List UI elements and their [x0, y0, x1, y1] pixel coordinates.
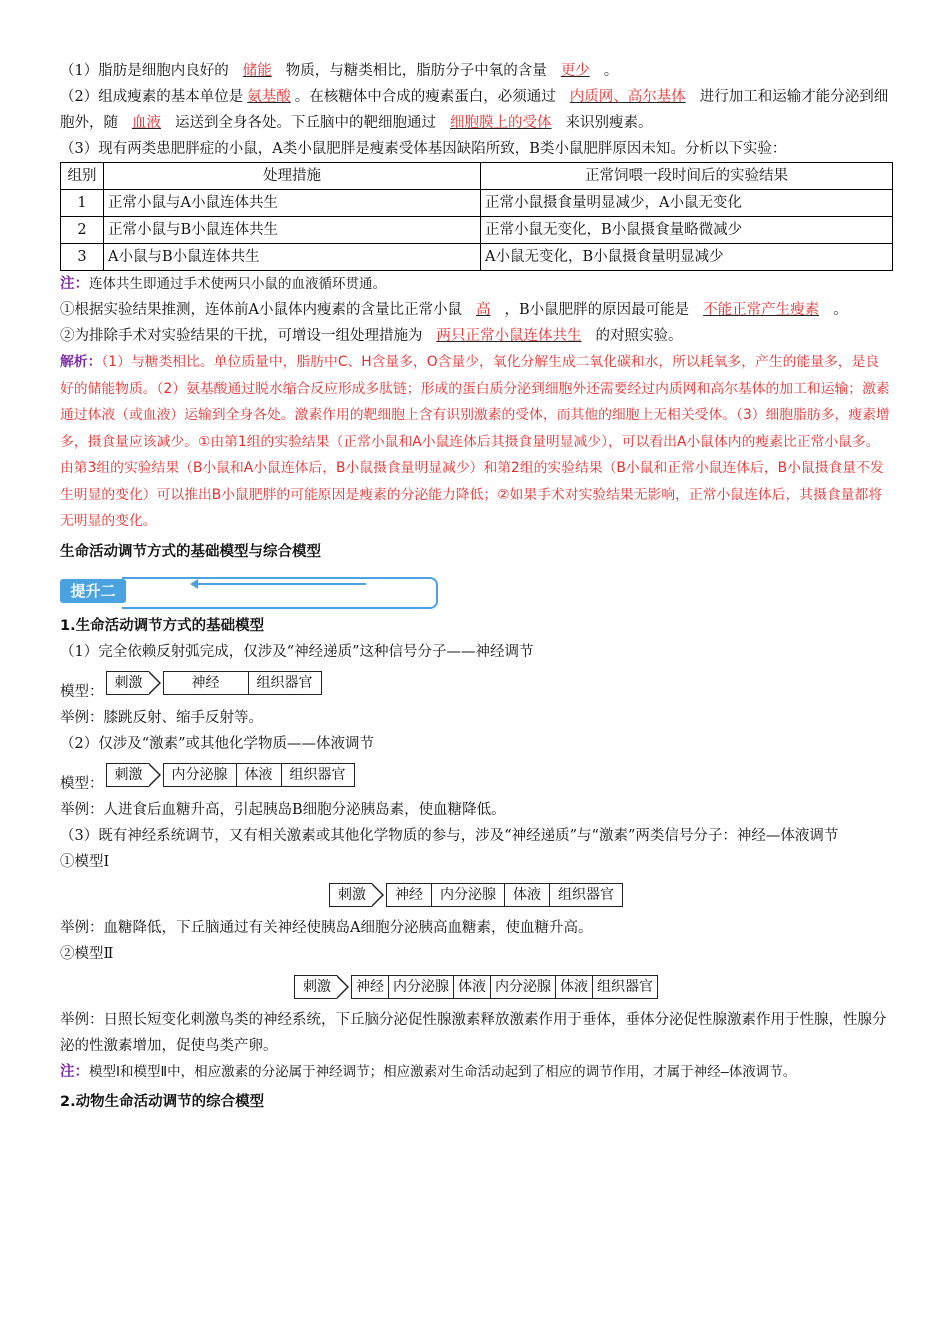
- flow-box: 体液: [505, 883, 550, 907]
- banner-frame: [122, 577, 438, 609]
- table-header-row: [61, 163, 893, 190]
- model-2-label: ②模型Ⅱ: [60, 945, 114, 962]
- analysis-paragraph: 解析：（1）与糖类相比。单位质量中，脂肪中C、H含量多，O含量少，氧化分解生成二氧化碳和水，所以耗氧多，产生的能量多，是良好的储能物质。（2）氨基酸通过脱水缩合反应形成多肽链；形成的蛋白质分泌到细胞外还需要经过内质网和高尔基体的加工和运输；激素通过体液（或血液）运输到全身各处。激素作用的靶细胞上含有识别激素的受体，而其他的细胞上无相关受体。（3）细胞脂肪多，瘦素增多，摄食量应该减少。①由第1组的实验结果（正常小鼠和A小鼠连体后其摄食量明显减少），可以看出A小鼠体内的瘦素比正常小鼠多。由第3组的实验结果（B小鼠和A小鼠连体后，B小鼠摄食量明显减少）和第2组的实验结果（B小鼠和正常小鼠连体后，B小鼠摄食量不发生明显的变化）可以推出B小鼠肥胖的可能原因是瘦素的分泌能力降低；②如果手术对实验结果无影响，正常小鼠连体后，其摄食量都将无明显的变化。: [60, 354, 890, 529]
- answer-blank: 两只正常小鼠连体共生: [436, 328, 582, 344]
- answer-blank: 更少: [560, 63, 590, 79]
- banner-arrow-line: [196, 583, 366, 585]
- section-title: 生命活动调节方式的基础模型与综合模型: [60, 543, 321, 560]
- example-3: 举例：血糖降低，下丘脑通过有关神经使胰岛A细胞分泌胰高血糖素，使血糖升高。: [60, 919, 593, 936]
- flow-box: 体液: [237, 763, 282, 787]
- answer-blank: 氨基酸: [247, 89, 291, 105]
- table-cell: 2: [61, 217, 104, 244]
- part-2-title: 2.动物生命活动调节的综合模型: [60, 1093, 265, 1110]
- flow-box: 组织器官: [282, 763, 355, 787]
- model-row-neuro-humoral-1: [60, 875, 892, 915]
- model-1-label: ①模型Ⅰ: [60, 853, 110, 870]
- flow-box: 组织器官: [593, 975, 658, 999]
- flow-diagram: [106, 671, 322, 695]
- table-header: 正常饲喂一段时间后的实验结果: [481, 163, 893, 190]
- flow-stimulus: 刺激: [329, 883, 372, 907]
- flow-box: 体液: [556, 975, 593, 999]
- question-2: （2）组成瘦素的基本单位是 氨基酸 。在核糖体中合成的瘦素蛋白，必须通过 内质网、高尔基体 进行加工和运输才能分泌到细胞外，随 血液 运送到全身各处。下丘脑中的靶细胞通过 细胞膜上的受体 来识别瘦素。: [60, 89, 889, 131]
- part-1-title: 1.生命活动调节方式的基础模型: [60, 617, 265, 634]
- document-page: [60, 58, 892, 1115]
- flow-box: 神经: [386, 883, 432, 907]
- answer-blank: 内质网、高尔基体: [569, 89, 686, 105]
- flow-diagram: [106, 763, 355, 787]
- table-row: [61, 244, 893, 271]
- experiment-table: [60, 162, 893, 271]
- question-1: （1）脂肪是细胞内良好的 储能 物质，与糖类相比，脂肪分子中氧的含量 更少 。: [60, 63, 619, 79]
- banner-tag: 提升二: [60, 579, 126, 603]
- answer-blank: 血液: [132, 115, 161, 131]
- flow-box: 体液: [454, 975, 491, 999]
- table-header: 处理措施: [104, 163, 481, 190]
- table-cell: 正常小鼠无变化，B小鼠摄食量略微减少: [481, 217, 893, 244]
- flow-diagram: [329, 883, 623, 907]
- answer-blank: 不能正常产生瘦素: [703, 302, 820, 318]
- section-banner: [60, 577, 438, 607]
- question-3: （3）现有两类患肥胖症的小鼠，A类小鼠肥胖是瘦素受体基因缺陷所致，B类小鼠肥胖原因未知。分析以下实验：: [60, 141, 787, 157]
- table-cell: 正常小鼠与A小鼠连体共生: [104, 190, 481, 217]
- flow-box: 神经: [351, 975, 389, 999]
- example-4: 举例：日照长短变化刺激鸟类的神经系统，下丘脑分泌促性腺激素释放激素作用于垂体，垂体分泌促性腺激素作用于性腺，性腺分泌的性激素增加，促使鸟类产卵。: [60, 1011, 887, 1054]
- flow-stimulus: 刺激: [106, 763, 149, 787]
- flow-box: 内分泌腺: [163, 763, 237, 787]
- flow-box: 组织器官: [249, 671, 322, 695]
- flow-box: 内分泌腺: [432, 883, 505, 907]
- table-cell: 正常小鼠与B小鼠连体共生: [104, 217, 481, 244]
- sub-question-2: ②为排除手术对实验结果的干扰，可增设一组处理措施为 两只正常小鼠连体共生 的对照实验。: [60, 328, 683, 344]
- flow-box: 神经: [163, 671, 249, 695]
- note-1: 注：连体共生即通过手术使两只小鼠的血液循环贯通。: [60, 276, 386, 292]
- model-row-neuro-humoral-2: [60, 967, 892, 1007]
- table-cell: 1: [61, 190, 104, 217]
- part-1-item-2: （2）仅涉及“激素”或其他化学物质——体液调节: [60, 735, 375, 752]
- table-cell: A小鼠无变化，B小鼠摄食量明显减少: [481, 244, 893, 271]
- answer-blank: 细胞膜上的受体: [450, 115, 552, 131]
- flow-diagram: [294, 975, 658, 999]
- model-row-neural: 模型： 刺激 神经 组织器官: [60, 665, 892, 705]
- table-row: [61, 190, 893, 217]
- flow-box: 内分泌腺: [389, 975, 454, 999]
- answer-blank: 储能: [242, 63, 272, 79]
- table-cell: A小鼠与B小鼠连体共生: [104, 244, 481, 271]
- table-cell: 正常小鼠摄食量明显减少，A小鼠无变化: [481, 190, 893, 217]
- answer-blank: 高: [475, 302, 491, 318]
- model-row-humoral: 模型： 刺激 内分泌腺 体液 组织器官: [60, 757, 892, 797]
- flow-box: 内分泌腺: [491, 975, 556, 999]
- example-1: 举例：膝跳反射、缩手反射等。: [60, 709, 263, 726]
- table-header: 组别: [61, 163, 104, 190]
- note-2: 注：模型Ⅰ和模型Ⅱ中，相应激素的分泌属于神经调节；相应激素对生命活动起到了相应的调节作用，才属于神经—体液调节。: [60, 1063, 797, 1080]
- example-2: 举例：人进食后血糖升高，引起胰岛B细胞分泌胰岛素，使血糖降低。: [60, 801, 506, 818]
- table-cell: 3: [61, 244, 104, 271]
- table-row: [61, 217, 893, 244]
- flow-box: 组织器官: [550, 883, 623, 907]
- part-1-item-3: （3）既有神经系统调节，又有相关激素或其他化学物质的参与，涉及“神经递质”与“激素”两类信号分子：神经—体液调节: [60, 827, 839, 844]
- part-1-item-1: （1）完全依赖反射弧完成，仅涉及“神经递质”这种信号分子——神经调节: [60, 643, 534, 660]
- flow-stimulus: 刺激: [294, 975, 337, 999]
- flow-stimulus: 刺激: [106, 671, 149, 695]
- sub-question-1: ①根据实验结果推测，连体前A小鼠体内瘦素的含量比正常小鼠 高 ，B小鼠肥胖的原因最可能是 不能正常产生瘦素 。: [60, 302, 848, 318]
